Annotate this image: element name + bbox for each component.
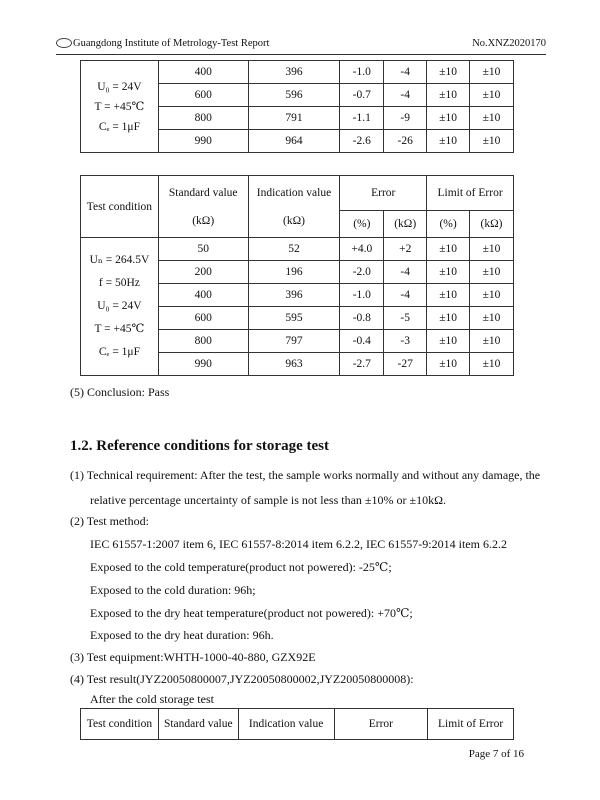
cold-temperature-text: Exposed to the cold temperature(product not powered): -25℃; (90, 560, 392, 574)
header-limit-of-error: Limit of Error (427, 176, 514, 211)
header-standard-label: Standard value (168, 186, 238, 199)
header-standard-value: Standard value (158, 709, 238, 740)
conclusion-text: (5) Conclusion: Pass (70, 385, 170, 399)
section-heading: 1.2. Reference conditions for storage test (70, 438, 329, 454)
error-kohm: -26 (384, 130, 427, 153)
indication-value: 797 (248, 330, 340, 353)
header-error: Error (340, 176, 427, 211)
error-kohm: -4 (384, 61, 427, 84)
header-error: Error (334, 709, 428, 740)
limit-pct: ±10 (427, 130, 470, 153)
indication-value: 596 (248, 84, 340, 107)
header-indication-value (248, 176, 340, 238)
standard-value: 400 (158, 61, 248, 84)
standards-reference: IEC 61557-1:2007 item 6, IEC 61557-8:2014 item 6.2.2, IEC 61557-9:2014 item 6.2.2 (90, 537, 507, 551)
standard-value: 200 (158, 261, 248, 284)
header-standard-unit: (kΩ) (192, 214, 215, 227)
limit-pct: ±10 (427, 107, 470, 130)
condition-line: Cₑ = 1μF (98, 120, 140, 133)
error-kohm: -3 (384, 330, 427, 353)
cold-duration-text: Exposed to the cold duration: 96h; (90, 583, 256, 597)
results-table-continued (80, 60, 514, 153)
test-equipment-text: (3) Test equipment:WHTH-1000-40-880, GZX92E (70, 650, 316, 664)
page-header (56, 38, 546, 55)
limit-kohm: ±10 (470, 107, 514, 130)
table-row (81, 238, 514, 261)
error-pct: -2.6 (340, 130, 384, 153)
cold-storage-results-table (80, 708, 514, 740)
standard-value: 600 (158, 84, 248, 107)
error-kohm: +2 (384, 238, 427, 261)
standard-value: 600 (158, 307, 248, 330)
header-indication-value: Indication value (238, 709, 334, 740)
header-indication-label: Indication value (256, 186, 332, 199)
limit-pct: ±10 (427, 330, 470, 353)
requirement-line: (1) Technical requirement: After the test, the sample works normally and without any damage, the (70, 468, 541, 482)
indication-value: 52 (248, 238, 340, 261)
indication-value: 196 (248, 261, 340, 284)
standard-value: 800 (158, 107, 248, 130)
header-test-condition: Test condition (81, 709, 159, 740)
error-kohm: -9 (384, 107, 427, 130)
limit-pct: ±10 (427, 307, 470, 330)
limit-kohm: ±10 (470, 307, 514, 330)
error-pct: -0.8 (340, 307, 384, 330)
condition-line: Cₑ = 1μF (98, 346, 140, 358)
error-kohm: -4 (384, 261, 427, 284)
header-error-kohm: (kΩ) (384, 211, 427, 238)
dry-heat-temperature-text: Exposed to the dry heat temperature(product not powered): +70℃; (90, 606, 413, 620)
table-header-row (81, 176, 514, 211)
limit-pct: ±10 (427, 238, 470, 261)
error-pct: -2.0 (340, 261, 384, 284)
results-table (80, 175, 514, 376)
error-kohm: -4 (384, 284, 427, 307)
limit-pct: ±10 (427, 353, 470, 376)
page-number: Page 7 of 16 (468, 748, 524, 760)
header-limit-kohm: (kΩ) (470, 211, 514, 238)
error-kohm: -27 (384, 353, 427, 376)
limit-kohm: ±10 (470, 130, 514, 153)
report-number: No.XNZ2020170 (472, 38, 546, 49)
cold-storage-caption: After the cold storage test (90, 692, 214, 706)
condition-line: U₀ = 24V (97, 80, 142, 93)
header-test-condition: Test condition (81, 176, 159, 238)
indication-value: 791 (248, 107, 340, 130)
condition-line: T = +45℃ (94, 323, 145, 335)
error-pct: +4.0 (340, 238, 384, 261)
limit-kohm: ±10 (470, 84, 514, 107)
institute-logo-icon (56, 38, 72, 48)
test-condition-cell (81, 238, 159, 376)
indication-value: 964 (248, 130, 340, 153)
header-standard-value (158, 176, 248, 238)
table-header-row (81, 709, 514, 740)
error-pct: -0.4 (340, 330, 384, 353)
condition-line: T = +45℃ (94, 100, 145, 113)
error-kohm: -5 (384, 307, 427, 330)
error-pct: -1.1 (340, 107, 384, 130)
standard-value: 50 (158, 238, 248, 261)
indication-value: 963 (248, 353, 340, 376)
limit-kohm: ±10 (470, 261, 514, 284)
indication-value: 396 (248, 284, 340, 307)
limit-kohm: ±10 (470, 284, 514, 307)
error-pct: -1.0 (340, 61, 384, 84)
limit-pct: ±10 (427, 284, 470, 307)
organization-text: Guangdong Institute of Metrology-Test Report (73, 38, 270, 49)
error-kohm: -4 (384, 84, 427, 107)
standard-value: 800 (158, 330, 248, 353)
error-pct: -0.7 (340, 84, 384, 107)
condition-line: f = 50Hz (98, 277, 140, 289)
limit-pct: ±10 (427, 61, 470, 84)
header-indication-unit: (kΩ) (283, 214, 305, 227)
limit-pct: ±10 (427, 84, 470, 107)
indication-value: 595 (248, 307, 340, 330)
header-error-pct: (%) (340, 211, 384, 238)
table-row (81, 61, 514, 84)
dry-heat-duration-text: Exposed to the dry heat duration: 96h. (90, 628, 274, 642)
test-condition-cell (81, 61, 159, 153)
condition-line: Uₙ = 264.5V (89, 254, 150, 266)
test-result-text: (4) Test result(JYZ20050800007,JYZ20050800002,JYZ20050800008): (70, 672, 414, 686)
standard-value: 400 (158, 284, 248, 307)
limit-kohm: ±10 (470, 353, 514, 376)
error-pct: -1.0 (340, 284, 384, 307)
standard-value: 990 (158, 130, 248, 153)
limit-pct: ±10 (427, 261, 470, 284)
limit-kohm: ±10 (470, 238, 514, 261)
requirement-line-continued: relative percentage uncertainty of sample is not less than ±10% or ±10kΩ. (90, 493, 446, 507)
limit-kohm: ±10 (470, 330, 514, 353)
indication-value: 396 (248, 61, 340, 84)
test-method-heading: (2) Test method: (70, 514, 149, 528)
header-limit-of-error: Limit of Error (428, 709, 514, 740)
error-pct: -2.7 (340, 353, 384, 376)
condition-line: U₀ = 24V (97, 300, 142, 312)
limit-kohm: ±10 (470, 61, 514, 84)
standard-value: 990 (158, 353, 248, 376)
organization-name (56, 38, 269, 49)
header-limit-pct: (%) (427, 211, 470, 238)
